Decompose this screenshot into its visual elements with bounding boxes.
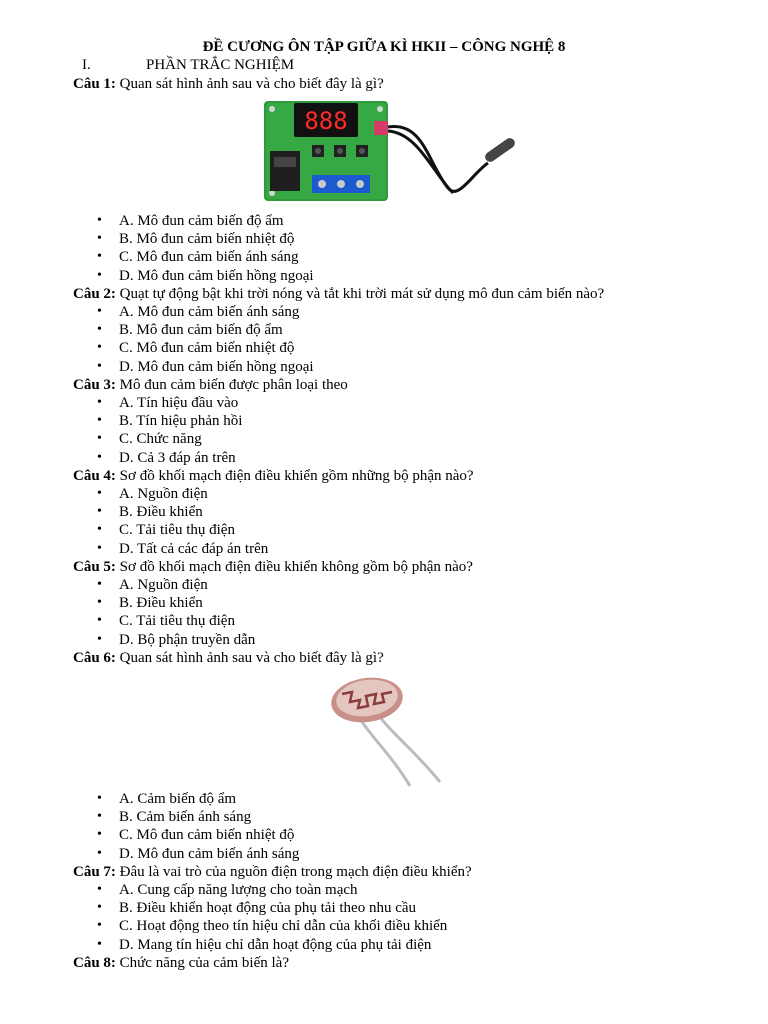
option: • B. Mô đun cảm biến độ ẩm — [97, 321, 314, 339]
option: • A. Mô đun cảm biến độ ẩm — [97, 212, 314, 230]
option: • A. Tín hiệu đầu vào — [97, 394, 242, 412]
option: • B. Điều khiển — [97, 594, 255, 612]
question-label: Câu 2: — [73, 286, 116, 302]
question-2 — [73, 285, 604, 303]
question-6 — [73, 649, 384, 667]
light-sensor-image — [312, 668, 456, 795]
temperature-module-image — [258, 93, 520, 218]
question-label: Câu 6: — [73, 650, 116, 666]
question-label: Câu 5: — [73, 559, 116, 575]
option: • D. Bộ phận truyền dẫn — [97, 631, 255, 649]
question-text: Mô đun cảm biến được phân loại theo — [115, 377, 348, 393]
options-question-2 — [97, 303, 314, 376]
option: • C. Tải tiêu thụ điện — [97, 521, 268, 539]
question-label: Câu 7: — [73, 864, 116, 880]
section-number: I. — [82, 57, 91, 73]
options-question-3 — [97, 394, 242, 467]
document-title: ĐỀ CƯƠNG ÔN TẬP GIỮA KÌ HKII – CÔNG NGHỆ 8 — [202, 39, 566, 55]
question-label: Câu 1: — [73, 76, 116, 92]
options-question-5 — [97, 576, 255, 649]
question-text: Đâu là vai trò của nguồn điện trong mạch điện điều khiển? — [115, 864, 472, 880]
options-question-7 — [97, 881, 447, 954]
question-text: Sơ đồ khối mạch điện điều khiển gồm những bộ phận nào? — [115, 468, 474, 484]
option: • B. Tín hiệu phản hồi — [97, 412, 242, 430]
section-label: PHẦN TRẮC NGHIỆM — [146, 57, 295, 73]
options-question-4 — [97, 485, 268, 558]
question-1 — [73, 75, 384, 93]
option: • B. Mô đun cảm biến nhiệt độ — [97, 230, 314, 248]
question-5 — [73, 558, 473, 576]
question-text: Chức năng của cảm biến là? — [115, 955, 289, 971]
option: • C. Mô đun cảm biến nhiệt độ — [97, 826, 299, 844]
option: • D. Cả 3 đáp án trên — [97, 449, 242, 467]
option: • C. Hoạt động theo tín hiệu chỉ dẫn của khối điều khiển — [97, 917, 447, 935]
question-8 — [73, 954, 289, 972]
option: • D. Tất cả các đáp án trên — [97, 540, 268, 558]
option: • D. Mô đun cảm biến hồng ngoại — [97, 358, 314, 376]
option: • B. Điều khiển — [97, 503, 268, 521]
question-label: Câu 8: — [73, 955, 116, 971]
option: • C. Mô đun cảm biến nhiệt độ — [97, 339, 314, 357]
option: • C. Mô đun cảm biến ánh sáng — [97, 248, 314, 266]
temperature-module-illustration — [258, 93, 520, 213]
options-question-1 — [97, 212, 314, 285]
photoresistor-illustration — [312, 668, 456, 790]
option: • A. Mô đun cảm biến ánh sáng — [97, 303, 314, 321]
option: • C. Tải tiêu thụ điện — [97, 612, 255, 630]
option: • B. Cảm biến ánh sáng — [97, 808, 299, 826]
question-label: Câu 4: — [73, 468, 116, 484]
display-digits: 888 — [304, 107, 348, 135]
question-label: Câu 3: — [73, 377, 116, 393]
section-heading — [82, 56, 294, 74]
option: • B. Điều khiển hoạt động của phụ tải theo nhu cầu — [97, 899, 447, 917]
question-7 — [73, 863, 472, 881]
option: • A. Nguồn điện — [97, 576, 255, 594]
option: • A. Nguồn điện — [97, 485, 268, 503]
question-text: Quan sát hình ảnh sau và cho biết đây là gì? — [115, 650, 384, 666]
question-text: Sơ đồ khối mạch điện điều khiển không gồm bộ phận nào? — [115, 559, 473, 575]
question-4 — [73, 467, 474, 485]
question-3 — [73, 376, 348, 394]
option: • A. Cung cấp năng lượng cho toàn mạch — [97, 881, 447, 899]
options-question-6 — [97, 790, 299, 863]
question-text: Quan sát hình ảnh sau và cho biết đây là gì? — [115, 76, 384, 92]
option: • D. Mang tín hiệu chỉ dẫn hoạt động của phụ tải điện — [97, 936, 447, 954]
question-text: Quạt tự động bật khi trời nóng và tắt khi trời mát sử dụng mô đun cảm biến nào? — [115, 286, 605, 302]
option: • D. Mô đun cảm biến hồng ngoại — [97, 267, 314, 285]
option: • D. Mô đun cảm biến ánh sáng — [97, 845, 299, 863]
option: • C. Chức năng — [97, 430, 242, 448]
option: • A. Cảm biến độ ẩm — [97, 790, 299, 808]
